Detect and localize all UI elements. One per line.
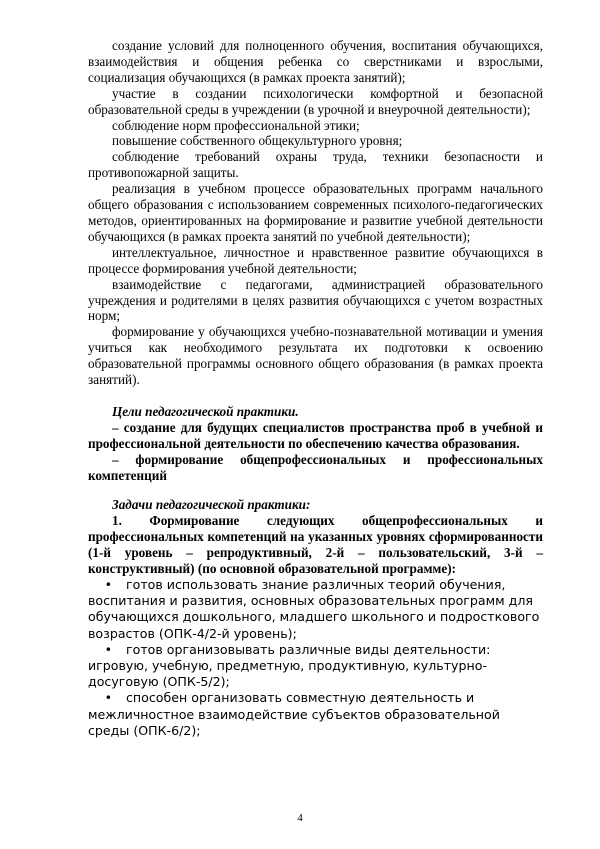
bullet-icon: • (104, 641, 112, 657)
bullet-icon: • (104, 690, 112, 706)
page-content (88, 38, 543, 739)
bullet-item (88, 690, 543, 739)
goal-item: – создание для будущих специалистов пространства проб в учебной и профессиональной деятельности по обеспечению качества образования. (88, 419, 543, 451)
bullet-text: способен организовать совместную деятельность и межличностное взаимодействие субъектов образовательной среды (ОПК-6/2); (88, 690, 500, 738)
paragraph: соблюдение требований охраны труда, техники безопасности и противопожарной защиты. (88, 149, 543, 181)
bullet-icon: • (104, 577, 112, 592)
paragraph: формирование у обучающихся учебно-познавательной мотивации и умения учиться как необходимого результата их подготовки к освоению образовательной программы основного общего образования (в рамках проекта занятий). (88, 324, 543, 388)
goal-item: – формирование общепрофессиональных и профессиональных компетенций (88, 451, 543, 483)
paragraph: взаимодействие с педагогами, администрацией образовательного учреждения и родителями в целях развития обучающихся с учетом возрастных норм; (88, 276, 543, 324)
paragraph: повышение собственного общекультурного уровня; (112, 133, 403, 149)
bullet-text: готов использовать знание различных теорий обучения, воспитания и развития, основных образовательных программ для обучающихся дошкольного, младшего школьного и подросткового возрастов (ОПК-4/2-й уровень); (88, 577, 540, 641)
bullet-text: готов организовывать различные виды деятельности: игровую, учебную, предметную, продуктивную, культурно-досуговую (ОПК-5/2); (88, 641, 491, 690)
paragraph: создание условий для полноценного обучения, воспитания обучающихся, взаимодействия и общения ребенка со сверстниками и взрослыми, социализация обучающихся (в рамках проекта занятий); (88, 38, 543, 85)
goals-heading: Цели педагогической практики. (112, 403, 299, 419)
bullet-item (88, 577, 543, 642)
page-number: 4 (297, 812, 303, 824)
tasks-heading: Задачи педагогической практики: (112, 497, 311, 513)
bullet-item (88, 642, 543, 691)
task-item-1: 1. Формирование следующих общепрофессиональных и профессиональных компетенций на указанных уровнях сформированности (1-й уровень – репродуктивный, 2-й – пользовательский, 3-й – конструктивный) (по основной образовательной программе): (88, 513, 543, 577)
paragraph: интеллектуальное, личностное и нравственное развитие обучающихся в процессе формирования учебной деятельности; (88, 244, 543, 276)
paragraph: реализация в учебном процессе образовательных программ начального общего образования с использованием современных психолого-педагогических методов, ориентированных на формирование и развитие учебной деятельности обучающихся (в рамках проекта занятий по учебной деятельности); (88, 181, 543, 244)
paragraph: участие в создании психологически комфортной и безопасной образовательной среды в учреждении (в урочной и внеурочной деятельности); (88, 85, 543, 117)
paragraph: соблюдение норм профессиональной этики; (112, 117, 360, 133)
